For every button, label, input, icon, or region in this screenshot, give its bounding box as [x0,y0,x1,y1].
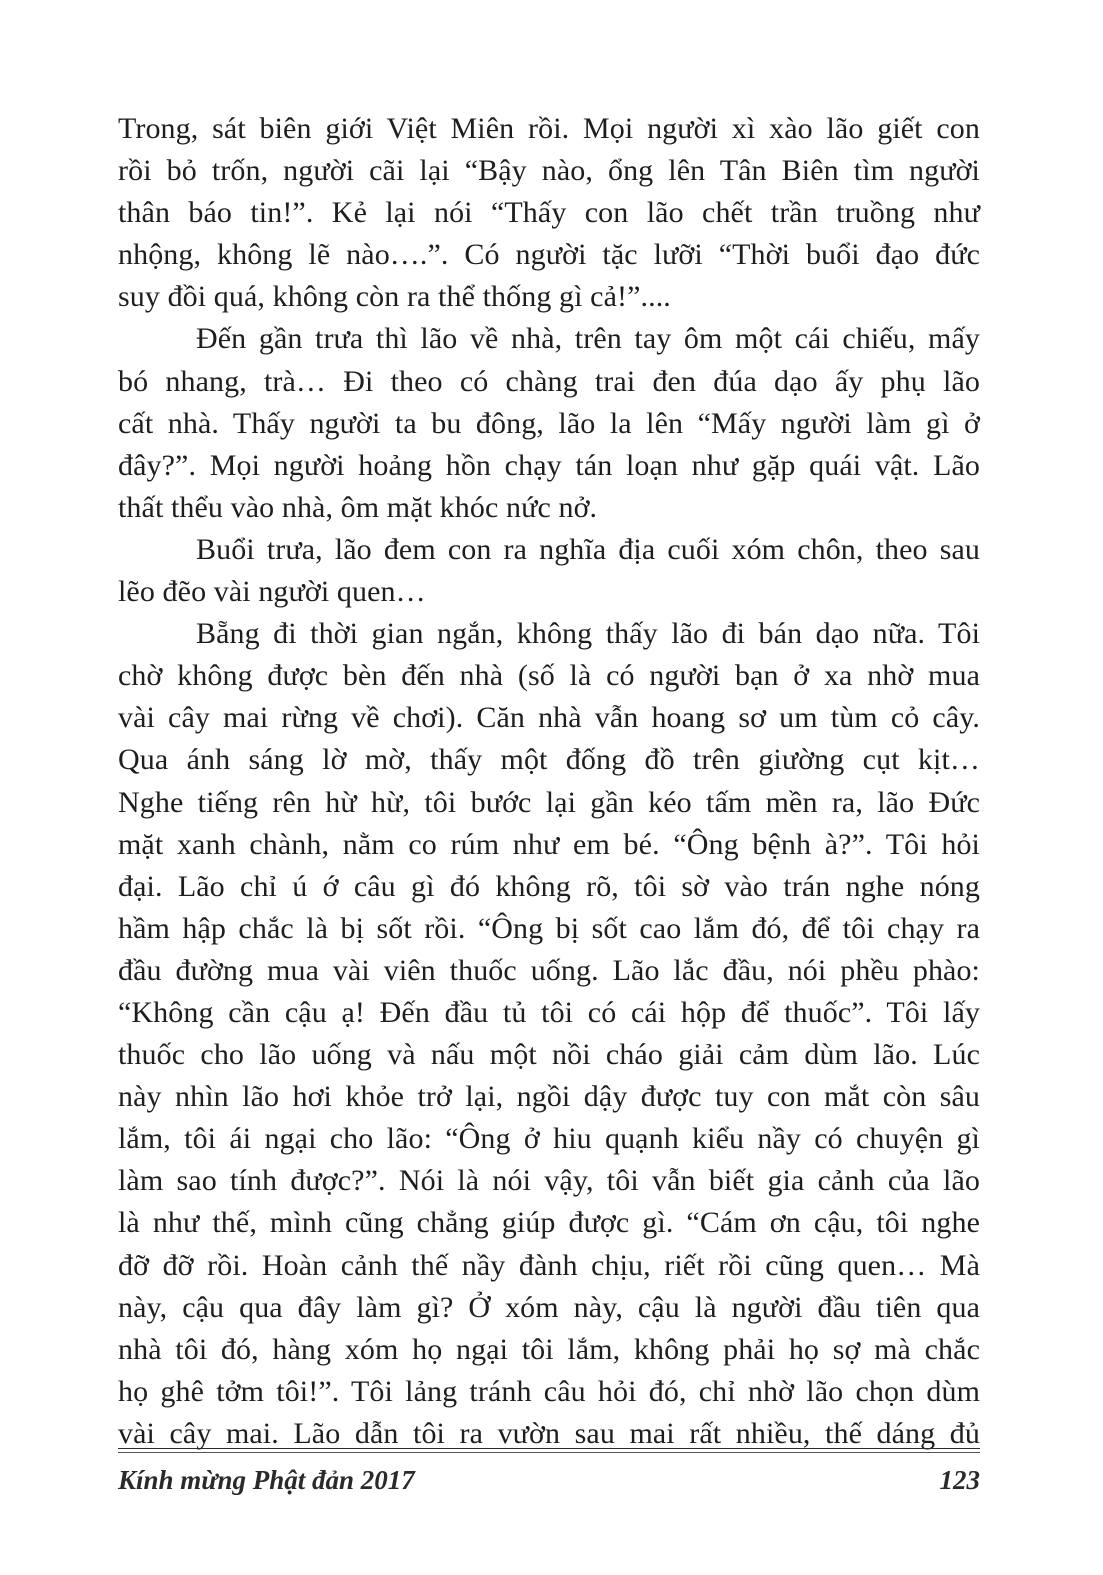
text-line: lẽo đẽo vài người quen… [118,575,426,609]
text-line: chờ không được bèn đến nhà (số là có người bạn ở xa nhờ mua [118,659,980,693]
text-line: Buổi trưa, lão đem con ra nghĩa địa cuối xóm chôn, theo sau [196,532,980,566]
text-line: đại. Lão chỉ ú ớ câu gì đó không rõ, tôi sờ vào trán nghe nóng [118,869,980,903]
text-line: bó nhang, trà… Đi theo có chàng trai đen đúa dạo ấy phụ lão [118,364,980,398]
text-line: đây?”. Mọi người hoảng hồn chạy tán loạn như gặp quái vật. Lão [118,448,980,482]
text-line: này nhìn lão hơi khỏe trở lại, ngồi dậy được tuy con mắt còn sâu [118,1080,980,1114]
text-line: thân báo tin!”. Kẻ lại nói “Thấy con lão chết trần truồng như [118,196,980,230]
text-line: thất thểu vào nhà, ôm mặt khóc nức nở. [118,490,598,524]
page-body [118,108,980,1455]
text-line: nhộng, không lẽ nào….”. Có người tặc lưỡi “Thời buổi đạo đức [118,238,980,272]
page-footer [118,1460,980,1500]
page-number: 123 [939,1465,980,1495]
text-line: mặt xanh chành, nằm co rúm như em bé. “Ông bệnh à?”. Tôi hỏi [118,827,980,861]
text-line: đỡ đỡ rồi. Hoàn cảnh thế nầy đành chịu, riết rồi cũng quen… Mà [118,1248,980,1282]
text-line: vài cây mai. Lão dẫn tôi ra vườn sau mai rất nhiều, thế dáng đủ [118,1416,980,1450]
text-line: lắm, tôi ái ngại cho lão: “Ông ở hiu quạnh kiểu nầy có chuyện gì [118,1122,980,1156]
text-line: hầm hập chắc là bị sốt rồi. “Ông bị sốt cao lắm đó, để tôi chạy ra [118,911,980,945]
body-text [118,108,980,1455]
text-line: Trong, sát biên giới Việt Miên rồi. Mọi người xì xào lão giết con [118,112,980,145]
text-line: này, cậu qua đây làm gì? Ở xóm này, cậu là người đầu tiên qua [118,1290,980,1324]
text-line: “Không cần cậu ạ! Đến đầu tủ tôi có cái hộp để thuốc”. Tôi lấy [118,995,980,1029]
text-line: nhà tôi đó, hàng xóm họ ngại tôi lắm, không phải họ sợ mà chắc [118,1332,980,1366]
text-line: vài cây mai rừng về chơi). Căn nhà vẫn hoang sơ um tùm cỏ cây. [118,701,980,735]
footer-title: Kính mừng Phật đản 2017 [118,1465,415,1495]
text-line: làm sao tính được?”. Nói là nói vậy, tôi vẫn biết gia cảnh của lão [118,1164,980,1198]
text-line: đầu đường mua vài viên thuốc uống. Lão lắc đầu, nói phều phào: [118,953,980,987]
text-line: cất nhà. Thấy người ta bu đông, lão la lên “Mấy người làm gì ở [118,406,980,440]
footer-divider [118,1448,980,1449]
text-line: họ ghê tởm tôi!”. Tôi lảng tránh câu hỏi đó, chỉ nhờ lão chọn dùm [118,1374,980,1408]
text-line: rồi bỏ trốn, người cãi lại “Bậy nào, ổng lên Tân Biên tìm người [118,154,980,188]
text-line: suy đồi quá, không còn ra thể thống gì cả!”.... [118,280,671,314]
text-line: Đến gần trưa thì lão về nhà, trên tay ôm một cái chiếu, mấy [196,322,980,356]
text-line: là như thế, mình cũng chẳng giúp được gì. “Cám ơn cậu, tôi nghe [118,1206,980,1240]
text-line: Bẵng đi thời gian ngắn, không thấy lão đi bán dạo nữa. Tôi [196,617,980,651]
text-line: thuốc cho lão uống và nấu một nồi cháo giải cảm dùm lão. Lúc [118,1038,980,1072]
text-line: Qua ánh sáng lờ mờ, thấy một đống đồ trên giường cụt kịt… [118,743,980,777]
text-line: Nghe tiếng rên hừ hừ, tôi bước lại gần kéo tấm mền ra, lão Đức [118,785,980,819]
